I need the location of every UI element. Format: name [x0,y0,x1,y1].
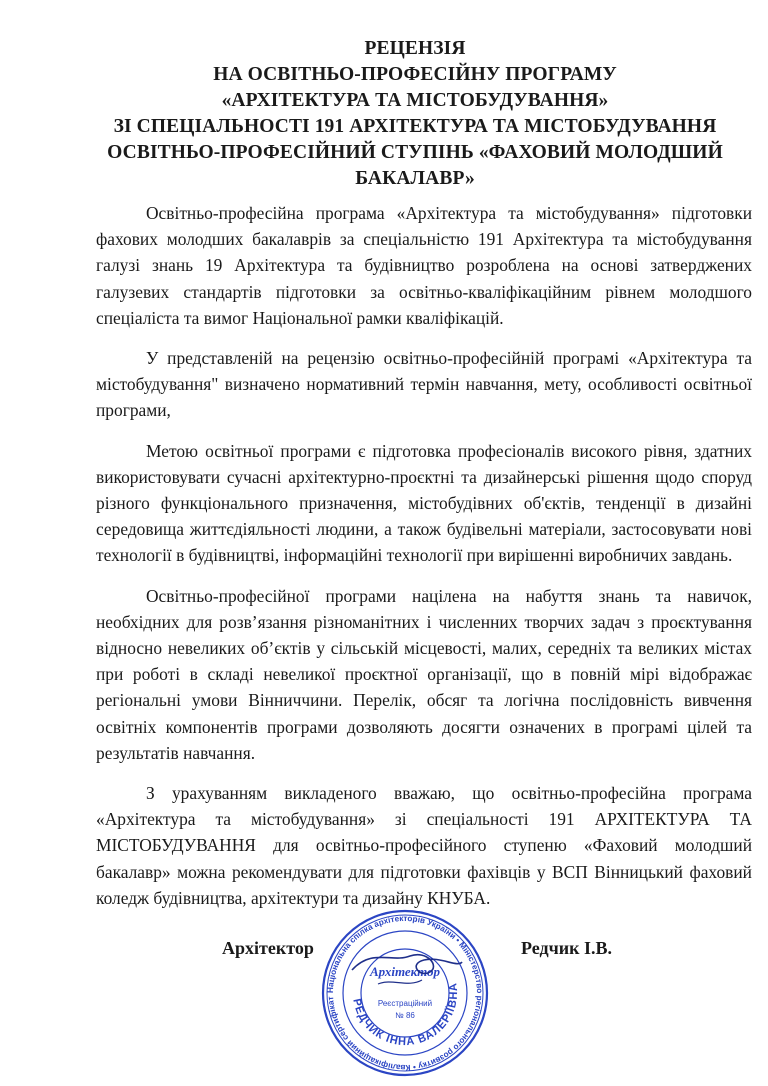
svg-text:Національна спілка архітекторі [326,914,484,1072]
signature-role: Архітектор [222,938,314,958]
heading-line: НА ОСВІТНЬО-ПРОФЕСІЙНУ ПРОГРАМУ [213,64,617,85]
paragraph: Освітньо-професійна програма «Архітектура та містобудування» підготовки фахових молодших бакалаврів за спеціальністю 191 Архітектура та містобудування галузі знань 19 Архітектура та будівництво розроблена на основі затверджених галузевих стандартів підготовки за освітньо-кваліфікаційним рівнем молодшого спеціаліста та вимог Національної рамки кваліфікацій. [96,203,752,328]
paragraph: З урахуванням викладеного вважаю, що освітньо-професійна програма «Архітектура та містобудування» зі спеціальності 191 АРХІТЕКТУРА ТА МІСТОБУДУВАННЯ для освітньо-професійного ступеню «Фаховий молодший бакалавр» можна рекомендувати для підготовки фахівців у ВСП Вінницький фаховий коледж будівництва, архітектури та дизайну КНУБА. [96,783,752,908]
paragraph: Метою освітньої програми є підготовка професіоналів високого рівня, здатних використовувати сучасні архітектурно-проєктні та дизайнерські рішення щодо споруд різного функціонального призначення, містобудівних об'єктів, тенденції в дизайні середовища життєдіяльності людини, а також будівельні матеріали, застосовувати нові технології в будівництві, інформаційні технології при вирішенні виробничих завдань. [96,440,752,566]
stamp-outer-text: Національна спілка архітекторів України • Міністерство регіонального розвитку • Кваліфікаційний сертифікат [325,913,485,1073]
stamp-center-title: Архітектор [369,964,441,979]
stamp-inner-text: РЕДЧИК ІННА ВАЛЕРІЇВНА [350,981,461,1049]
official-stamp [312,908,498,1078]
document-heading [60,36,768,192]
heading-line: «АРХІТЕКТУРА ТА МІСТОБУДУВАННЯ» [221,90,609,111]
stamp-reg-number: № 86 [395,1011,415,1020]
signature-name: Редчик І.В. [521,938,613,958]
heading-line: ОСВІТНЬО-ПРОФЕСІЙНИЙ СТУПІНЬ «ФАХОВИЙ МОЛОДШИЙ [107,142,723,163]
heading-line: БАКАЛАВР» [355,168,475,189]
signature-flourish [378,980,422,984]
paragraph: У представленій на рецензію освітньо-професійній програмі «Архітектура та містобудування" визначено нормативний термін навчання, мету, особливості освітньої програми, [96,348,752,421]
paragraph: Освітньо-професійної програми націлена на набуття знань та навичок, необхідних для розв’язання різноманітних і численних творчих задач з проєктування відносно невеликих об’єктів у сільській місцевості, малих, середніх та великих містах при роботі в складі невеликої проєктної організації, що в повній мірі відображає регіональні умови Вінниччини. Перелік, обсяг та логічна послідовність вивчення освітніх компонентів програми дозволяють досягти означених в програмі цілей та результатів навчання. [96,585,752,763]
stamp-reg-label: Реєстраційний [377,999,433,1008]
heading-line: ЗІ СПЕЦІАЛЬНОСТІ 191 АРХІТЕКТУРА ТА МІСТОБУДУВАННЯ [113,116,717,137]
document-body [96,200,752,925]
heading-title: РЕЦЕНЗІЯ [364,38,466,59]
